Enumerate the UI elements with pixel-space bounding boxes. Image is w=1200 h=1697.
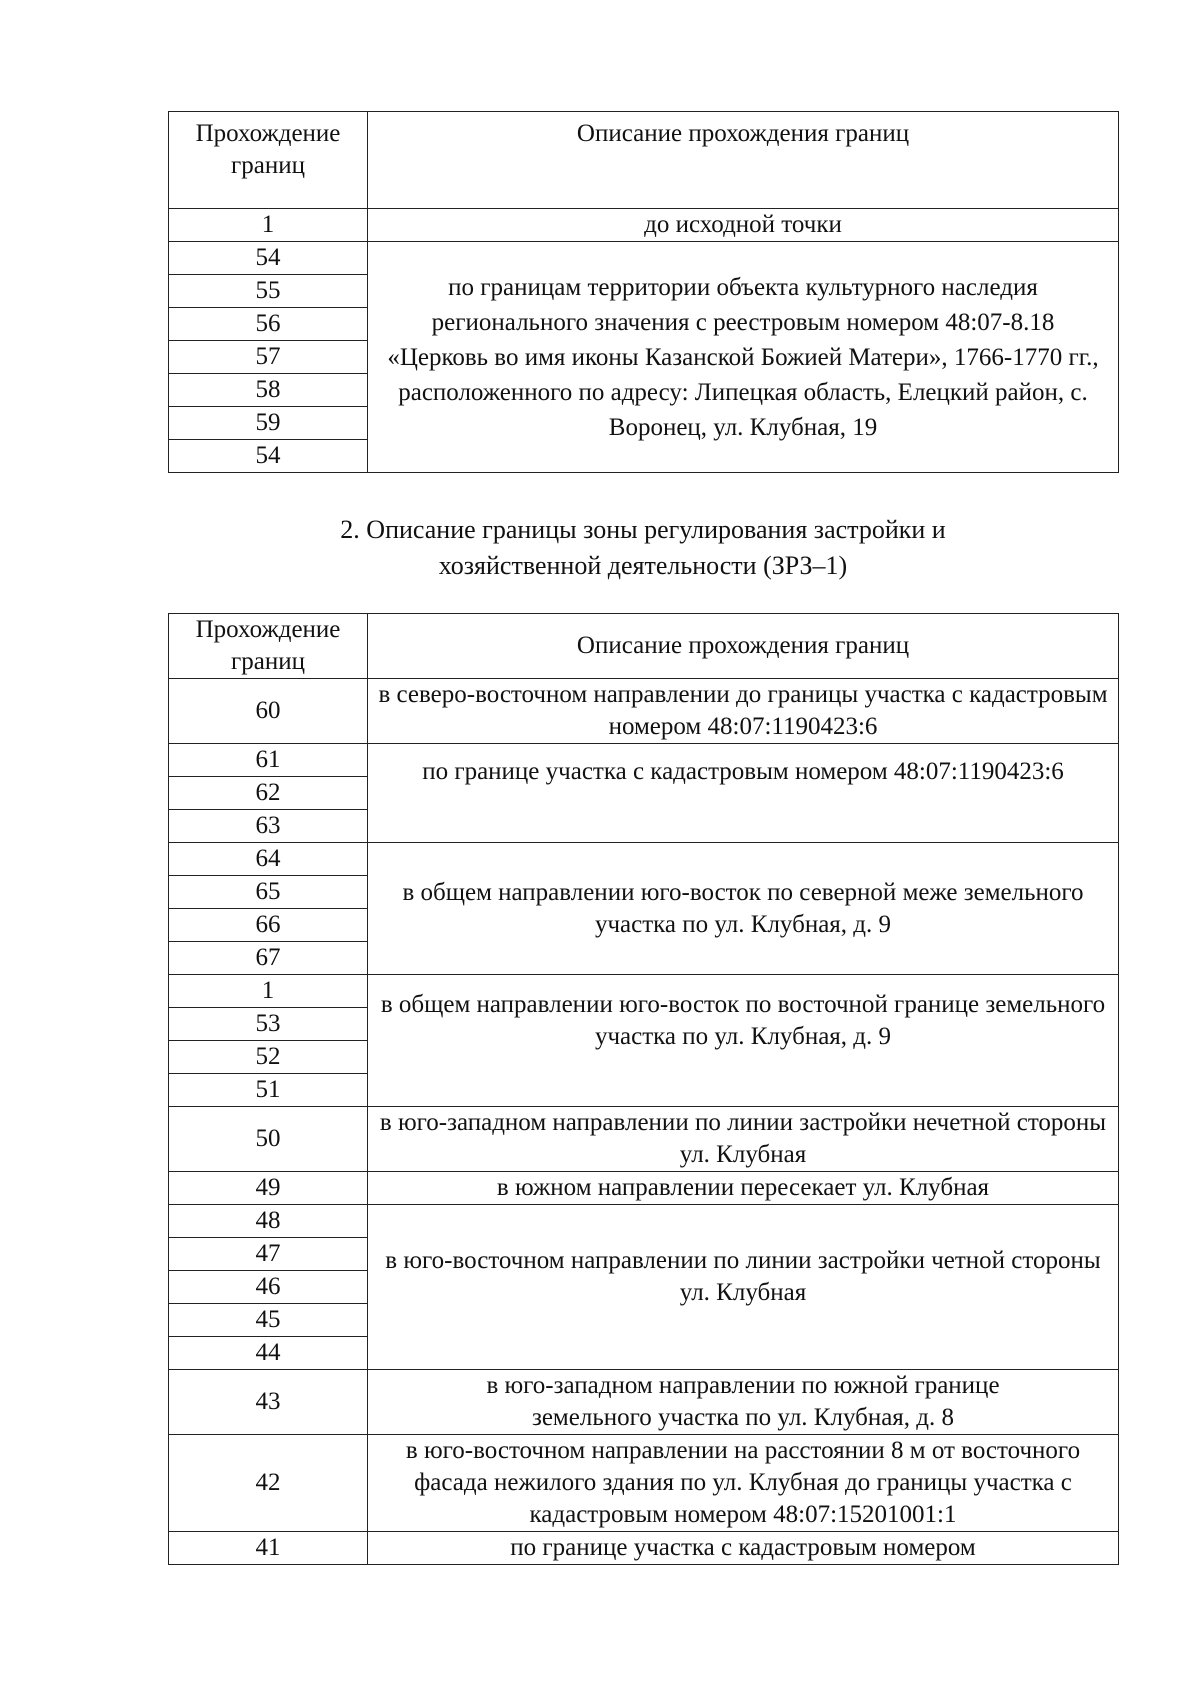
boundary-description: в юго-западном направлении по линии застройки нечетной стороны ул. Клубная [368, 1107, 1119, 1172]
point-number: 59 [169, 407, 368, 440]
table-row [169, 1172, 1119, 1205]
table-row [169, 843, 1119, 876]
point-number: 54 [169, 440, 368, 473]
boundary-description: в юго-восточном направлении на расстоянии 8 м от восточного фасада нежилого здания по ул. Клубная до границы участка с кадастровым номером 48:07:15201001:1 [368, 1435, 1119, 1532]
table-row [169, 1205, 1119, 1238]
boundary-description: в южном направлении пересекает ул. Клубная [368, 1172, 1119, 1205]
boundary-description: по границам территории объекта культурного наследия регионального значения с реестровым номером 48:07-8.18 «Церковь во имя иконы Казанской Божией Матери», 1766-1770 гг., расположенного по адресу: Липецкая область, Елецкий район, с. Воронец, ул. Клубная, 19 [368, 242, 1119, 473]
point-number: 48 [169, 1205, 368, 1238]
boundary-description: до исходной точки [368, 209, 1119, 242]
table-row [169, 1435, 1119, 1532]
boundary-description: в юго-западном направлении по южной границе земельного участка по ул. Клубная, д. 8 [368, 1370, 1119, 1435]
point-number: 57 [169, 341, 368, 374]
section-heading-line: хозяйственной деятельности (ЗРЗ–1) [438, 551, 848, 580]
header-boundary-passage: Прохождение границ [169, 614, 368, 679]
boundary-description: в юго-восточном направлении по линии застройки четной стороны ул. Клубная [368, 1205, 1119, 1370]
table-row [169, 209, 1119, 242]
point-number: 44 [169, 1337, 368, 1370]
point-number: 63 [169, 810, 368, 843]
table-row [169, 1532, 1119, 1565]
point-number: 55 [169, 275, 368, 308]
point-number: 52 [169, 1041, 368, 1074]
point-number: 66 [169, 909, 368, 942]
point-number: 64 [169, 843, 368, 876]
header-boundary-description: Описание прохождения границ [368, 614, 1119, 679]
table-row [169, 679, 1119, 744]
point-number: 47 [169, 1238, 368, 1271]
point-number: 50 [169, 1107, 368, 1172]
point-number: 45 [169, 1304, 368, 1337]
table-row [169, 1370, 1119, 1435]
boundary-table-2 [168, 613, 1119, 1565]
point-number: 51 [169, 1074, 368, 1107]
boundary-table-1 [168, 111, 1119, 473]
point-number: 43 [169, 1370, 368, 1435]
table-header-row [169, 112, 1119, 209]
boundary-description: в общем направлении юго-восток по северной меже земельного участка по ул. Клубная, д. 9 [368, 843, 1119, 975]
section-heading [168, 512, 1118, 584]
point-number: 61 [169, 744, 368, 777]
boundary-description: по границе участка с кадастровым номером 48:07:1190423:6 [368, 744, 1119, 843]
point-number: 58 [169, 374, 368, 407]
point-number: 67 [169, 942, 368, 975]
table-row [169, 744, 1119, 777]
point-number: 42 [169, 1435, 368, 1532]
section-heading-line: 2. Описание границы зоны регулирования застройки и [340, 515, 946, 544]
point-number: 41 [169, 1532, 368, 1565]
point-number: 46 [169, 1271, 368, 1304]
table-row [169, 975, 1119, 1008]
table-header-row [169, 614, 1119, 679]
boundary-description: в общем направлении юго-восток по восточной границе земельного участка по ул. Клубная, д. 9 [368, 975, 1119, 1107]
point-number: 56 [169, 308, 368, 341]
boundary-description: в северо-восточном направлении до границы участка с кадастровым номером 48:07:1190423:6 [368, 679, 1119, 744]
point-number: 1 [169, 209, 368, 242]
header-boundary-passage: Прохождение границ [169, 112, 368, 209]
point-number: 1 [169, 975, 368, 1008]
table-row [169, 1107, 1119, 1172]
point-number: 60 [169, 679, 368, 744]
point-number: 53 [169, 1008, 368, 1041]
point-number: 65 [169, 876, 368, 909]
header-boundary-description: Описание прохождения границ [368, 112, 1119, 209]
point-number: 54 [169, 242, 368, 275]
point-number: 49 [169, 1172, 368, 1205]
boundary-description: по границе участка с кадастровым номером [368, 1532, 1119, 1565]
table-row [169, 242, 1119, 275]
point-number: 62 [169, 777, 368, 810]
